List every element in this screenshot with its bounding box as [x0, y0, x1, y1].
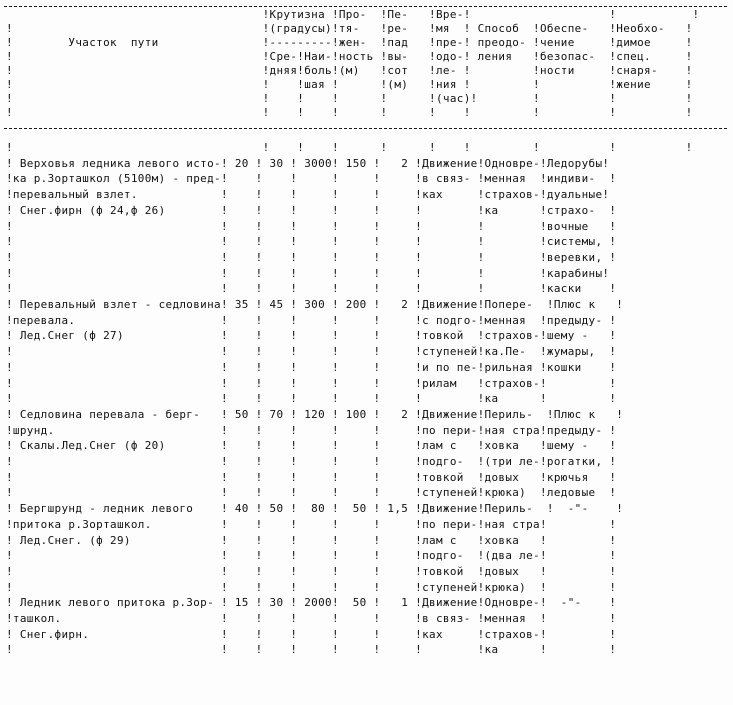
header-line: ! !дняя!боль!(м) !сот !ле- ! !ности !снаря- !: [6, 64, 693, 77]
table-row-line: ! ! ! ! ! ! ! ! !вочные !: [6, 219, 617, 233]
table-row-line: ! ! ! ! ! ! !рилам !страхов-! !: [6, 376, 617, 390]
table-row-line: ! ! ! ! ! ! !ступеней!крюка) !ледовые !: [6, 486, 617, 500]
table-row-line: ! ! ! ! ! ! !подго- !(два ле-! !: [6, 549, 617, 563]
header-line: ! !Сре-!Наи-!ность !вы- !одо-! ления !безопас- !спец. !: [6, 50, 693, 63]
table-row-line: ! Лед.Снег (ф 27) ! ! ! ! ! !товкой !страхов-!шему - !: [6, 329, 617, 343]
header-line: ! !(градусы)!тя- !ре- !мя ! Способ !Обеспе- !Необхо- !: [6, 22, 693, 35]
table-row-line: ! ! ! ! ! ! !подго- !(три ле-!рогатки, !: [6, 455, 617, 468]
header-line: ! ! !шая ! !(м) !ния ! ! !жение !: [6, 78, 693, 91]
table-row-line: ! Лед.Снег. (ф 29) ! ! ! ! ! !лам с !ховка ! !: [6, 533, 617, 547]
header-line: !Крутизна !Про- !Пе- !Вре-! ! !: [6, 8, 700, 21]
table-row-line: !ташкол. ! ! ! ! ! !в связ- !менная ! !: [6, 612, 617, 625]
table-row-line: ! ! ! ! ! ! !товкой !довых ! !: [6, 564, 617, 578]
table-row-line: ! ! ! ! ! ! ! ! !веревки, !: [6, 250, 617, 264]
table-row-line: !ка р.Зорташкол (5100м) - пред-! ! ! ! ! !в связ- !менная !индиви- !: [6, 172, 617, 186]
header-line: ! ! ! ! ! ! ! ! ! !: [6, 106, 693, 119]
header-line: ! Участок пути !---------!жен- !пад !пре-! преодо- !чение !димое !: [6, 36, 693, 49]
table-row-line: ! ! ! ! ! ! ! ! !каски !: [6, 282, 617, 296]
table-row-line: ! ! ! ! ! ! !ступеней!ка.Пе- !жумары, !: [6, 345, 617, 359]
table-row-line: ! ! ! ! ! ! ! ! !карабины!: [6, 266, 610, 280]
header-bottom-dashed-rule: [4, 128, 727, 129]
table-row-line: ! ! ! ! ! ! ! !ка ! !: [6, 643, 617, 657]
table-row-line: ! Верховья ледника левого исто-! 20 ! 30 ! 3000! 150 ! 2 !Движение!Одновре-!Ледорубы!: [6, 156, 610, 170]
header-line: ! ! ! ! ! !(час)! ! ! !: [6, 92, 693, 105]
table-row-line: !притока р.Зорташкол. ! ! ! ! ! !по пери-!ная стра! !: [6, 517, 617, 531]
table-row-line: ! Перевальный взлет - седловина! 35 ! 45 ! 300 ! 200 ! 2 !Движение!Попере- !Плюс к !: [6, 298, 624, 311]
table-row-line: !перевальный взлет. ! ! ! ! ! !ках !страхов-!дуальные!: [6, 188, 610, 202]
table-row-line: ! ! ! ! ! ! !и по пе-!рильная !кошки !: [6, 360, 617, 374]
table-row-line: ! Бергшрунд - ледник левого ! 40 ! 50 ! 80 ! 50 ! 1,5 !Движение!Периль- ! -"- !: [6, 502, 624, 516]
table-row-line: ! Ледник левого притока р.Зор- ! 15 ! 30 ! 2000! 50 ! 1 !Движение!Одновре-! -"- !: [6, 596, 617, 610]
table-row-line: ! Седловина перевала - берг- ! 50 ! 70 ! 120 ! 100 ! 2 !Движение!Периль- !Плюс к !: [6, 407, 624, 421]
table-row-line: ! Скалы.Лед.Снег (ф 20) ! ! ! ! ! !лам с !ховка !шему - !: [6, 439, 617, 453]
table-row-line: ! Снег.фирн. ! ! ! ! ! !ках !страхов-! !: [6, 627, 617, 641]
table-row-line: !шрунд. ! ! ! ! ! !по пери-!ная стра!предыду- !: [6, 423, 617, 437]
table-row-line: ! ! ! ! ! ! ! ! ! !: [6, 141, 693, 154]
top-dashed-rule: [4, 6, 727, 7]
table-row-line: ! Снег.фирн (ф 24,ф 26) ! ! ! ! ! ! !ка !страхо- !: [6, 203, 617, 217]
table-row-line: ! ! ! ! ! ! ! ! !системы, !: [6, 235, 617, 249]
table-row-line: !перевала. ! ! ! ! ! !с подго-!менная !предыду- !: [6, 313, 617, 327]
table-row-line: ! ! ! ! ! ! ! !ка ! !: [6, 392, 617, 406]
table-row-line: ! ! ! ! ! ! !ступеней!крюка) ! !: [6, 580, 617, 594]
table-row-line: ! ! ! ! ! ! !товкой !довых !крючья !: [6, 470, 617, 484]
